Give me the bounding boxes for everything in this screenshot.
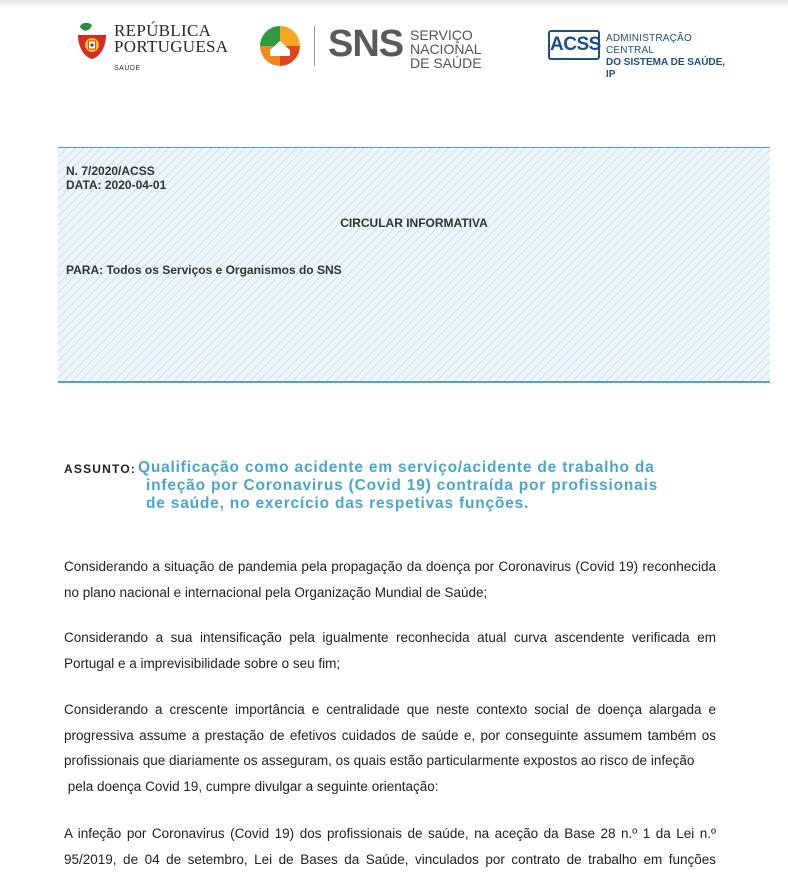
paragraph-line: progressiva assume a prestação de efetivos cuidados de saúde e, por conseguinte assumem também os (64, 727, 716, 743)
circular-title: CIRCULAR INFORMATIVA (340, 216, 488, 230)
sns-divider (314, 26, 315, 66)
body-paragraph-2 (64, 625, 716, 676)
republica-saude-label: SAÚDE (114, 65, 141, 72)
sns-wordmark: SNS (328, 23, 404, 65)
subject-label: ASSUNTO: (64, 462, 137, 476)
acss-line2: DO SISTEMA DE SAÚDE, IP (606, 57, 726, 80)
circular-reference (66, 164, 166, 192)
republica-portuguesa-emblem-icon (74, 21, 108, 61)
circular-date: DATA: 2020-04-01 (66, 178, 167, 192)
paragraph-line: Considerando a situação de pandemia pela propagação da doença por Coronavirus (Covid 19) reconhecida (64, 559, 716, 574)
republica-portuguesa-wordmark (114, 23, 228, 55)
paragraph-line: no plano nacional e internacional pela Organização Mundial de Saúde; (64, 584, 488, 600)
paragraph-line: Considerando a sua intensificação pela igualmente reconhecida atual curva ascendente verificada em (64, 630, 716, 645)
subject-line2: infeção por Coronavirus (Covid 19) contraída por profissionais (146, 477, 659, 494)
paragraph-line: 95/2019, de 04 de setembro, Lei de Bases da Saúde, vinculados por contrato de trabalho em funções (64, 851, 716, 867)
sns-subtitle (410, 28, 538, 70)
acss-subtitle (606, 33, 728, 81)
sns-emblem-icon (258, 24, 302, 66)
body-paragraph-3 (64, 697, 716, 799)
republica-portuguesa-logo (74, 21, 234, 81)
sns-sub-line2: DE SAÚDE (410, 55, 482, 71)
circular-recipients: PARA: Todos os Serviços e Organismos do SNS (66, 263, 342, 277)
republica-line2: PORTUGUESA (114, 37, 229, 56)
acss-logo (548, 30, 728, 80)
paragraph-line: profissionais que diariamente os asseguram, os quais estão particularmente expostos ao risco de infeção (64, 753, 695, 768)
subject-line3: de saúde, no exercício das respetivas funções. (146, 495, 530, 512)
circular-info-box (58, 147, 770, 383)
subject-line1: Qualificação como acidente em serviço/acidente de trabalho da (138, 459, 655, 476)
paragraph-line: pela doença Covid 19, cumpre divulgar a seguinte orientação: (64, 778, 439, 794)
body-paragraph-1 (64, 554, 716, 605)
body-paragraph-4 (64, 821, 716, 872)
paragraph-line: Considerando a crescente importância e centralidade que neste contexto social de doença alargada e (64, 702, 716, 717)
subject-text (138, 459, 718, 513)
sns-sub-line1: SERVIÇO NACIONAL (410, 27, 482, 57)
top-shadow-bar (0, 0, 788, 8)
acss-badge: ACSS (548, 30, 600, 60)
sns-logo (258, 22, 538, 71)
paragraph-line: Portugal e a imprevisibilidade sobre o seu fim; (64, 655, 341, 671)
acss-line1: ADMINISTRAÇÃO CENTRAL (606, 33, 692, 56)
circular-number: N. 7/2020/ACSS (66, 164, 155, 178)
paragraph-line: A infeção por Coronavirus (Covid 19) dos profissionais de saúde, na aceção da Base 28 n.º 1 da Lei n.º (64, 826, 716, 841)
republica-line1: REPÚBLICA (114, 21, 212, 40)
